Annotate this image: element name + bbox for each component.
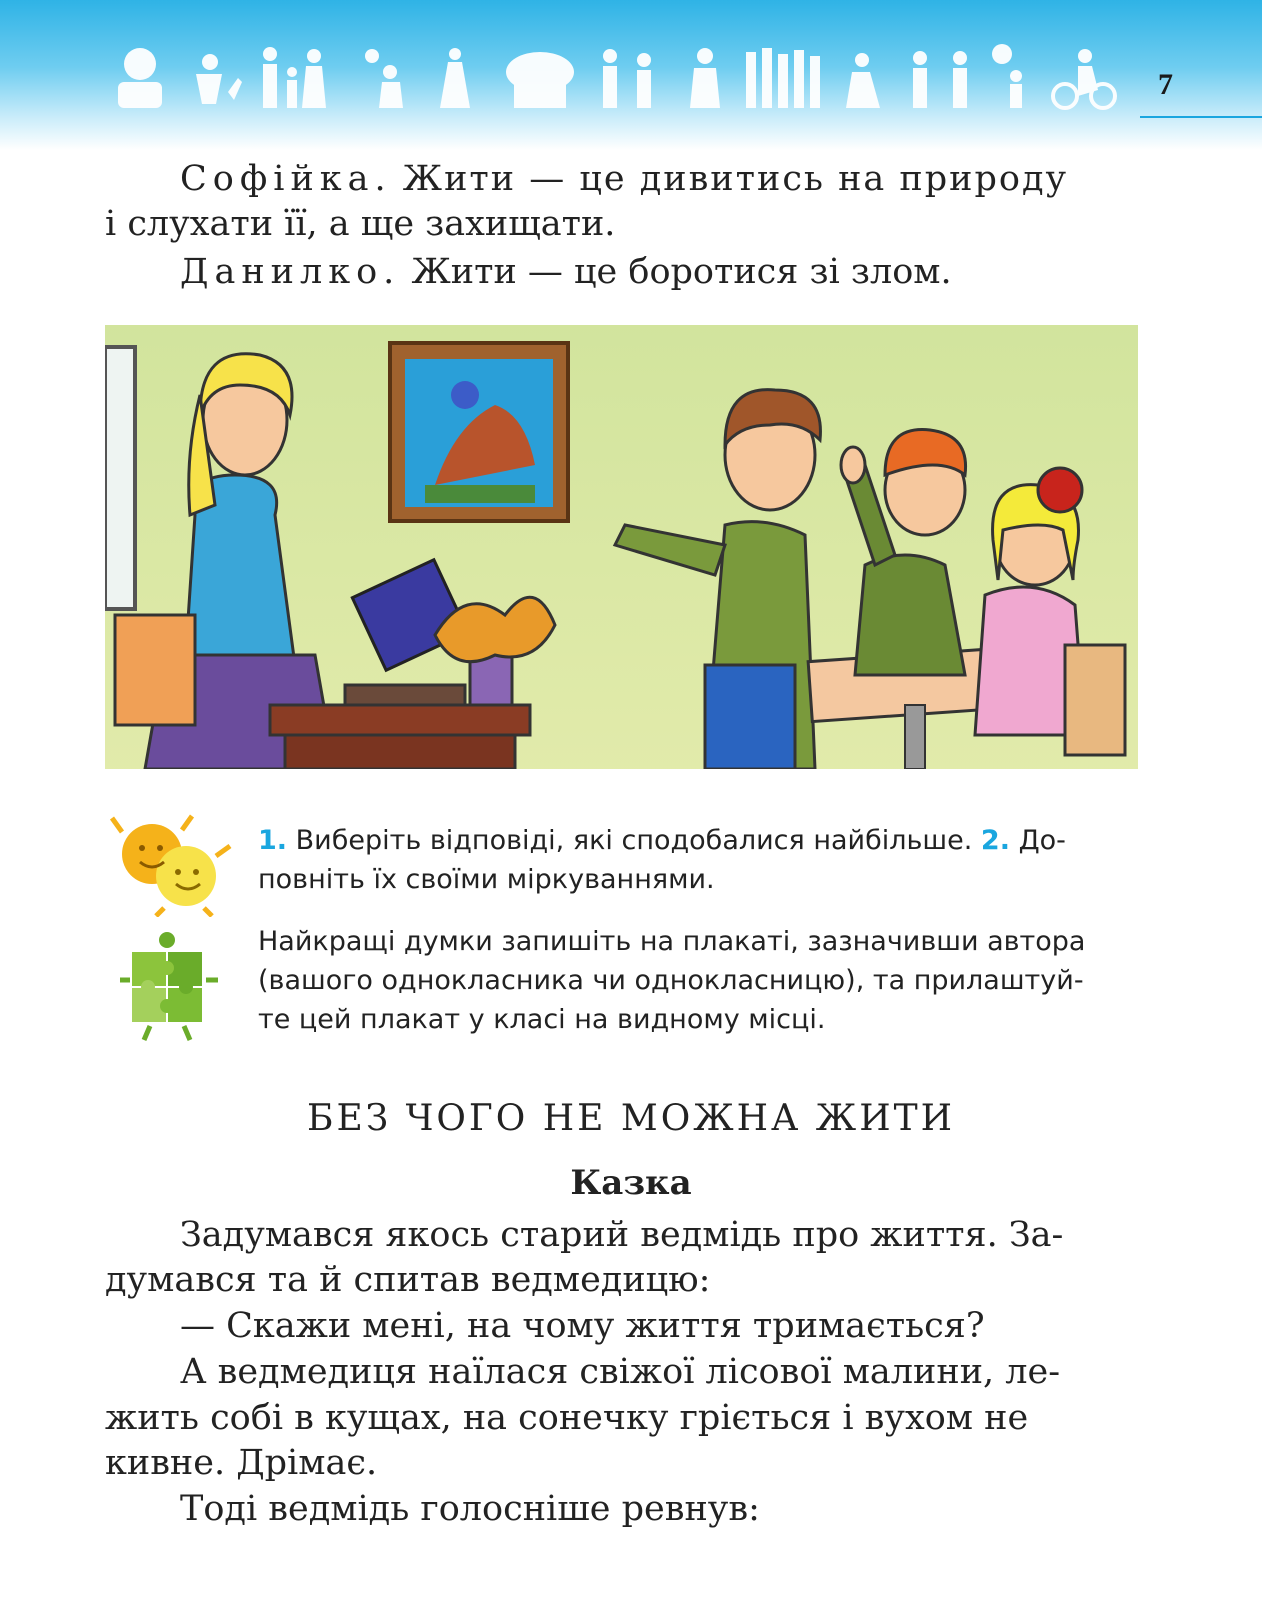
sun-grandparent-icon	[365, 49, 403, 108]
dialogue-line-1	[180, 157, 1138, 201]
task-text: Виберіть відповіді, які сподобалися найбільше.	[295, 825, 973, 856]
helpers-icon	[913, 51, 967, 108]
group-work-puzzle-icon	[110, 930, 225, 1045]
dialogue-text: Жити — це боротися зі злом.	[411, 252, 952, 292]
family-icon	[263, 47, 326, 108]
blackboard	[105, 347, 135, 609]
graduate-icon	[690, 48, 720, 108]
pair-work-smileys-icon	[104, 812, 234, 917]
story-line-7: Тоді ведмідь голосніше ревнув:	[180, 1489, 760, 1529]
dialogue-text: Жити — це дивитись на природу	[402, 159, 1069, 199]
teacher-desk	[270, 705, 530, 735]
task-text: До-	[1018, 825, 1066, 856]
story-line-6: кивне. Дрімає.	[105, 1443, 378, 1483]
header-rule	[1140, 116, 1262, 118]
task-number: 2.	[980, 825, 1010, 856]
story-line-4: А ведмедиця наїлася свіжої лісової малини, ле-	[180, 1352, 1061, 1392]
story-line-3: — Скажи мені, на чому життя тримається?	[180, 1306, 985, 1346]
task-pair-line-2: повніть їх своїми міркуваннями.	[258, 864, 715, 895]
page-number: 7	[1158, 68, 1173, 101]
crowd-icon	[506, 52, 574, 108]
story-title: БЕЗ ЧОГО НЕ МОЖНА ЖИТИ	[306, 1098, 956, 1139]
gardener-icon	[196, 54, 242, 104]
speaker-sofiika: Софійка.	[180, 159, 392, 199]
task-group-line-3: те цей плакат у класі на видному місці.	[258, 1004, 826, 1035]
wall-painting	[390, 343, 568, 521]
task-group-line-2: (вашого однокласника чи однокласницю), та прилаштуй-	[258, 965, 1084, 996]
story-line-5: жить собі в кущах, на сонечку гріється і вухом не	[105, 1398, 1029, 1438]
story-line-1: Задумався якось старий ведмідь про життя. За-	[180, 1215, 1064, 1255]
child-icon	[440, 48, 470, 108]
story-subtitle: Казка	[570, 1163, 692, 1203]
task-group-line-1: Найкращі думки запишіть на плакаті, зазначивши автора	[258, 926, 1086, 957]
task-pair-line-1	[258, 819, 1138, 863]
classroom-illustration	[105, 325, 1138, 769]
globe-people-icon	[118, 48, 162, 108]
handshake-icon	[603, 49, 651, 108]
group-icon	[746, 48, 820, 108]
cyclist-icon	[1053, 49, 1115, 108]
header-icon-strip	[110, 42, 1120, 112]
dialogue-line-2: і слухати її, а ще захищати.	[105, 204, 616, 244]
task-number: 1.	[258, 825, 288, 856]
chair	[115, 615, 195, 725]
child-balloon-icon	[992, 44, 1022, 108]
dialogue-line-3	[180, 250, 952, 294]
chair	[1065, 645, 1125, 755]
story-line-2: думався та й спитав ведмедицю:	[105, 1260, 711, 1300]
speaker-danylko: Данилко.	[180, 252, 401, 292]
reader-icon	[846, 53, 880, 108]
